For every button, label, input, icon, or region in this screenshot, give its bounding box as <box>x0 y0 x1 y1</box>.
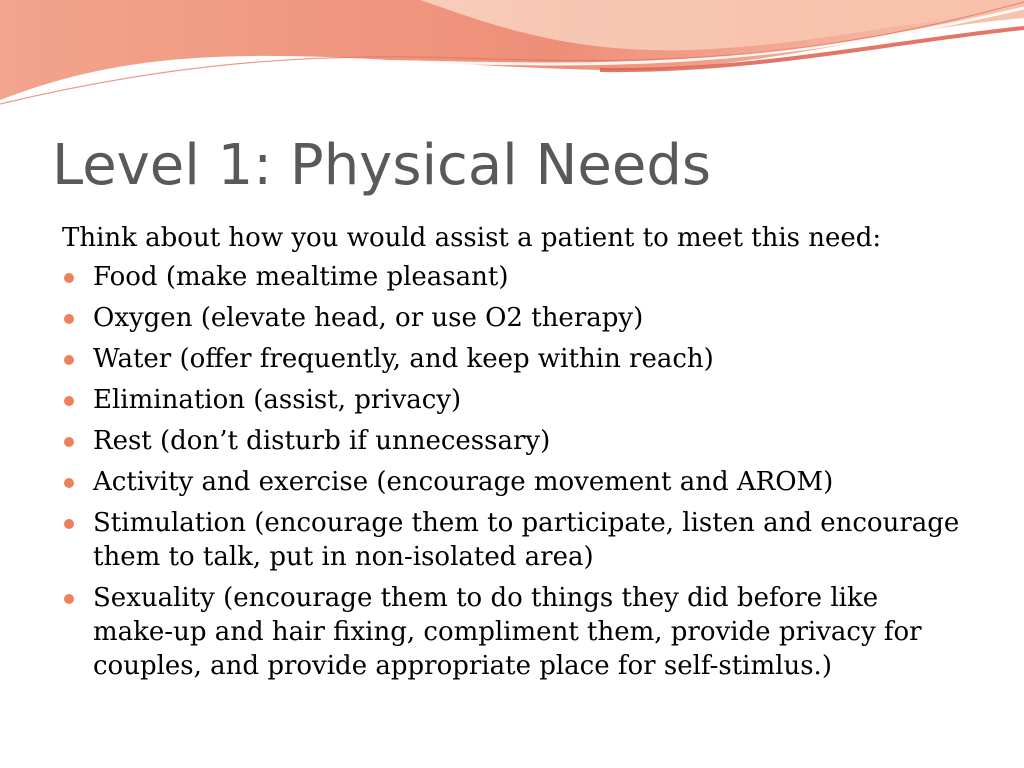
bullet-item-water <box>62 342 962 376</box>
bullet-text: Rest (don’t disturb if unnecessary) <box>93 426 551 456</box>
bullet-text: Elimination (assist, privacy) <box>93 385 462 415</box>
bullet-dot-icon <box>64 355 74 365</box>
bullet-dot-icon <box>64 437 74 447</box>
bullet-item-oxygen <box>62 301 962 335</box>
bullet-text: Food (make mealtime pleasant) <box>93 262 509 292</box>
bullet-dot-icon <box>64 273 74 283</box>
bullet-dot-icon <box>64 314 74 324</box>
bullet-text: Oxygen (elevate head, or use O2 therapy) <box>93 303 644 333</box>
header-wave-decoration <box>0 0 1024 130</box>
bullet-item-rest <box>62 424 962 458</box>
bullet-item-elimination <box>62 383 962 417</box>
bullet-dot-icon <box>64 519 74 529</box>
bullet-text: Stimulation (encourage them to participate, listen and encourage them to talk, put in non-isolated area) <box>93 508 960 572</box>
bullet-dot-icon <box>64 478 74 488</box>
bullet-dot-icon <box>64 594 74 604</box>
bullet-item-food <box>62 260 962 294</box>
slide-title: Level 1: Physical Needs <box>52 133 712 198</box>
bullet-item-stimulation <box>62 506 962 574</box>
bullet-dot-icon <box>64 396 74 406</box>
bullet-text: Water (offer frequently, and keep within reach) <box>93 344 714 374</box>
bullet-item-activity <box>62 465 962 499</box>
intro-text: Think about how you would assist a patient to meet this need: <box>62 223 882 253</box>
bullet-list <box>62 260 962 683</box>
bullet-text: Sexuality (encourage them to do things they did before like make-up and hair fixing, compliment them, provide privacy for couples, and provide appropriate place for self-stimlus.) <box>93 583 922 681</box>
bullet-text: Activity and exercise (encourage movement and AROM) <box>93 467 834 497</box>
bullet-item-sexuality <box>62 581 962 683</box>
slide-body <box>62 220 962 690</box>
